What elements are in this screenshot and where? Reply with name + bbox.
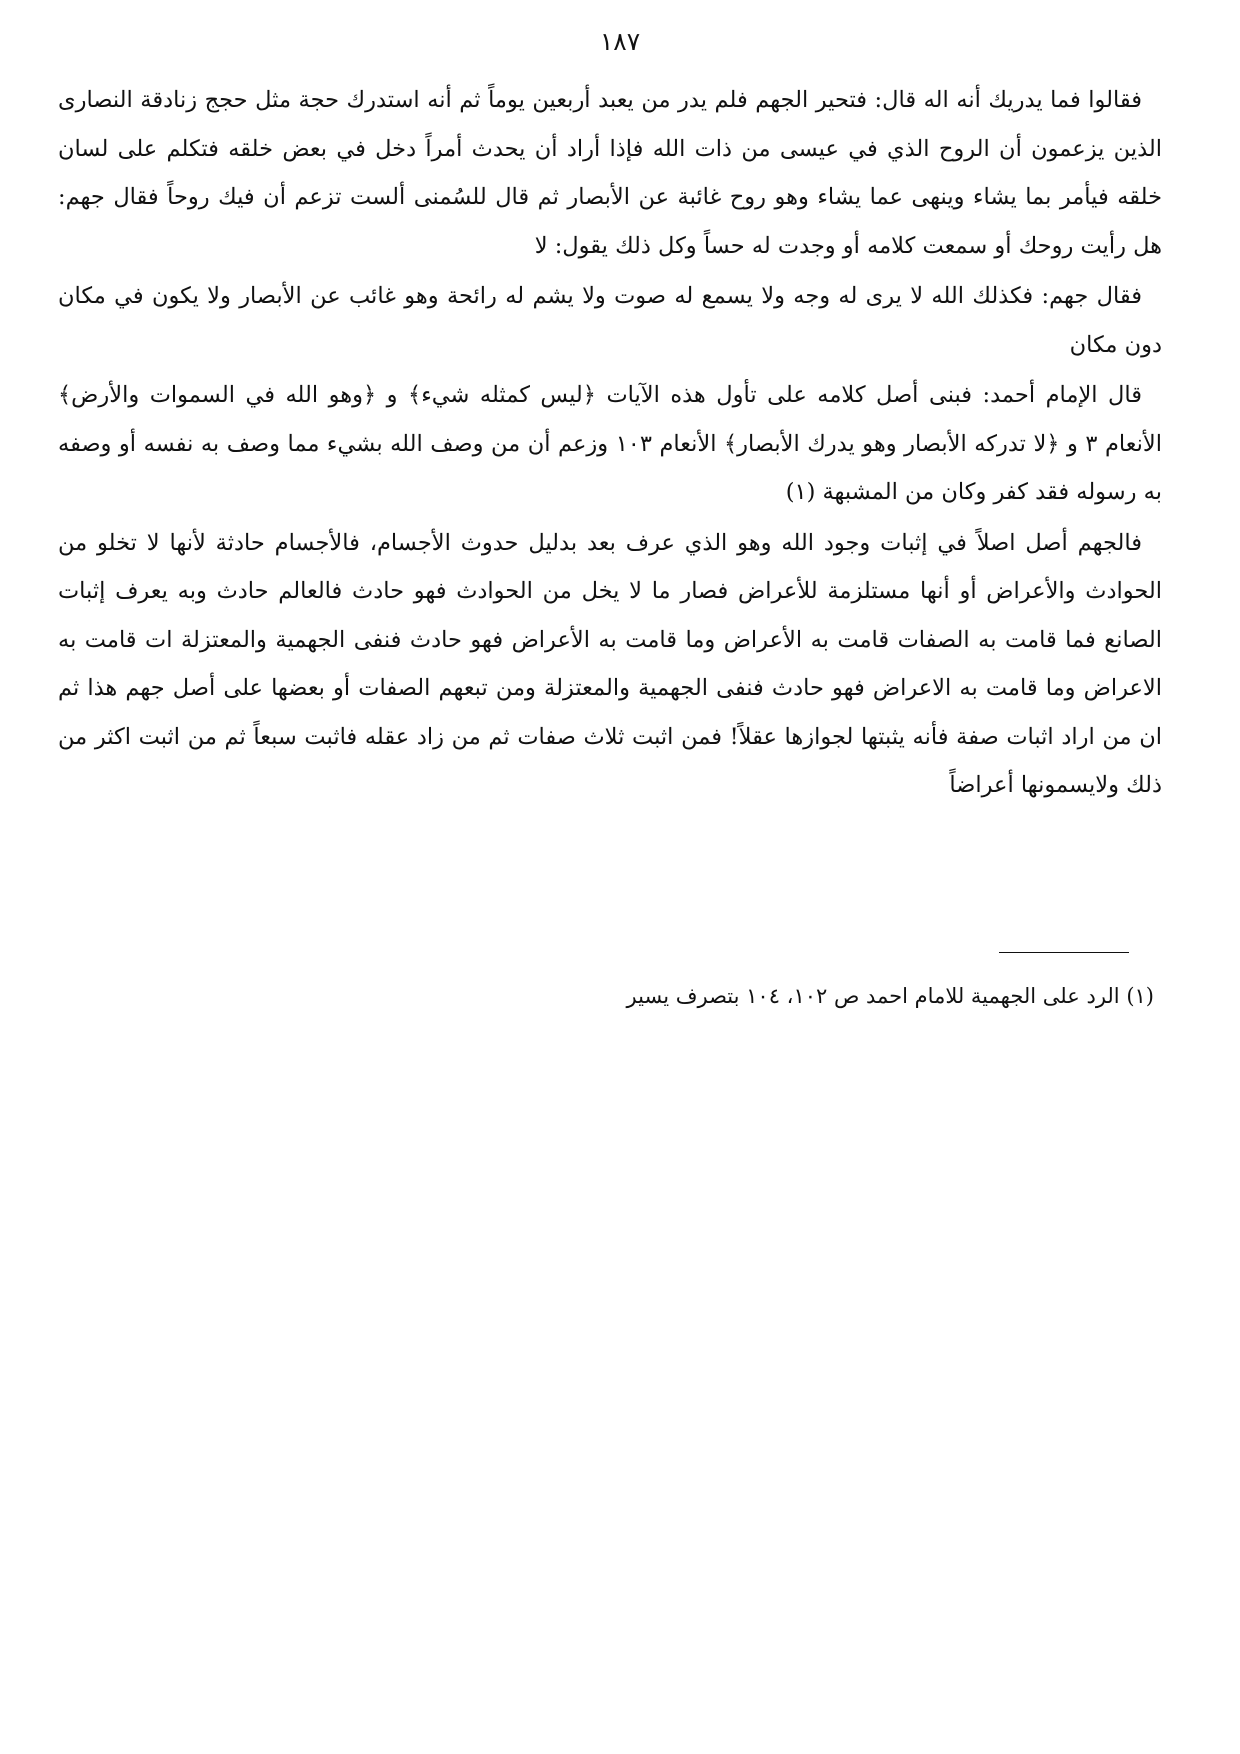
page-number: ١٨٧ <box>599 27 641 56</box>
paragraph-3: قال الإمام أحمد: فبنى أصل كلامه على تأول هذه الآيات ﴿ليس كمثله شيء﴾ و ﴿وهو الله في السموات والأرض﴾ الأنعام ٣ و ﴿لا تدركه الأبصار وهو يدرك الأبصار﴾ الأنعام ١٠٣ وزعم أن من وصف الله بشيء مما وصف به نفسه أو وصفه به رسوله فقد كفر وكان من المشبهة (١) <box>58 382 1162 505</box>
main-text <box>58 76 1162 812</box>
paragraph-1: فقالوا فما يدريك أنه اله قال: فتحير الجهم فلم يدر من يعبد أربعين يوماً ثم أنه استدرك حجة مثل حجج زنادقة النصارى الذين يزعمون أن الروح الذي في عيسى من ذات الله فإذا أراد أن يحدث أمراً دخل في بعض خلقه فتكلم على لسان خلقه فيأمر بما يشاء وينهى عما يشاء وهو روح غائبة عن الأبصار ثم قال للسُمنى ألست تزعم أن فيك روحاً فقال جهم: هل رأيت روحك أو سمعت كلامه أو وجدت له حساً وكل ذلك يقول: لا <box>58 87 1162 259</box>
footnote: (١) الرد على الجهمية للامام احمد ص ١٠٢، ١٠٤ بتصرف يسير <box>626 984 1154 1008</box>
paragraph-2: فقال جهم: فكذلك الله لا يرى له وجه ولا يسمع له صوت ولا يشم له رائحة وهو غائب عن الأبصار ولا يكون في مكان دون مكان <box>58 283 1162 358</box>
footnote-divider <box>999 952 1129 953</box>
paragraph-4: فالجهم أصل اصلاً في إثبات وجود الله وهو الذي عرف بعد بدليل حدوث الأجسام، فالأجسام حادثة لأنها لا تخلو من الحوادث والأعراض أو أنها مستلزمة للأعراض فصار ما لا يخل من الحوادث فهو حادث فالعالم حادث وبه يعرف إثبات الصانع فما قامت به الصفات قامت به الأعراض وما قامت به الأعراض فهو حادث فنفى الجهمية والمعتزلة ات قامت به الاعراض وما قامت به الاعراض فهو حادث فنفى الجهمية والمعتزلة ومن تبعهم الصفات أو بعضها على أصل جهم هذا ثم ان من اراد اثبات صفة فأنه يثبتها لجوازها عقلاً! فمن اثبت ثلاث صفات ثم من زاد عقله فاثبت سبعاً ثم من اثبت اكثر من ذلك ولايسمونها أعراضاً <box>58 529 1162 798</box>
